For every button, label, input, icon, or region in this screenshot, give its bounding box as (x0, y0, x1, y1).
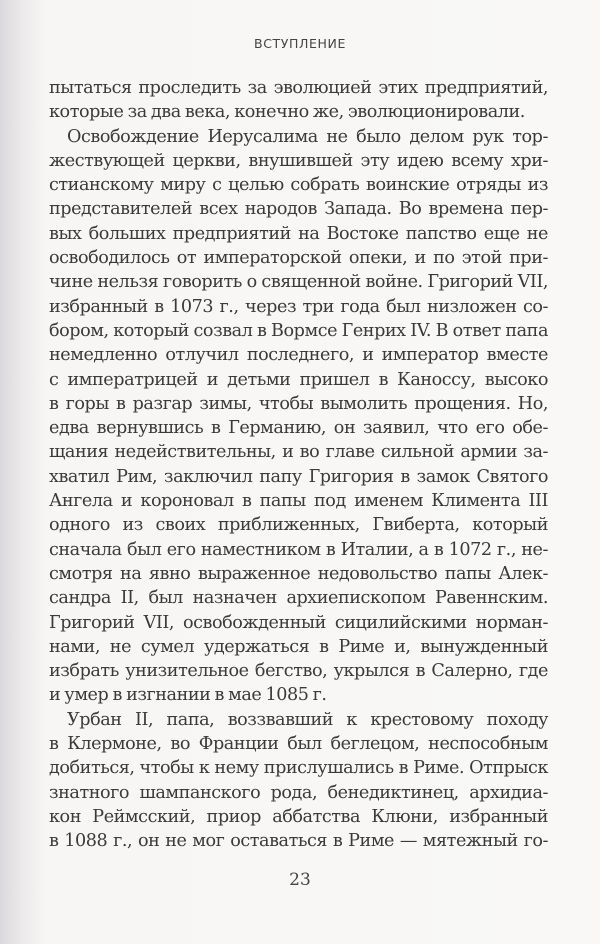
text-line: хватил Рим, заключил папу Григория в замок Святого (49, 466, 548, 487)
text-line: и умер в изгнании в мае 1085 г. (49, 685, 327, 706)
text-line: едва вернувшись в Германию, он заявил, что его обе- (49, 418, 548, 439)
text-line: чине нельзя говорить о священной войне. Григорий VII, (49, 272, 548, 293)
paragraph (49, 708, 548, 854)
text-line: щания недействительны, и во главе сильной армии за- (49, 442, 548, 463)
text-line: стианскому миру с целью собрать воинские отряды из (49, 175, 548, 196)
paragraph (49, 76, 548, 125)
text-line: в Клермоне, во Франции был беглецом, неспособным (49, 734, 548, 755)
text-line: бором, который созвал в Вормсе Генрих IV. В ответ папа (49, 320, 548, 341)
text-line: знатного шампанского рода, бенедиктинец, архидиа- (49, 782, 548, 803)
text-line: Ангела и короновал в папы под именем Климента III (49, 491, 548, 512)
text-line: вых больших предприятий на Востоке папство еще не (49, 223, 548, 244)
text-line: одного из своих приближенных, Гвиберта, который (49, 515, 548, 536)
text-line: Григорий VII, освобожденный сицилийскими норман- (49, 612, 548, 633)
paragraph (49, 125, 548, 708)
text-line: Урбан II, папа, воззвавший к крестовому походу (67, 709, 548, 730)
text-line: смотря на явно выраженное недовольство папы Алек- (49, 563, 548, 584)
text-line: представителей всех народов Запада. Во времена пер- (49, 199, 548, 220)
text-line: кон Реймсский, приор аббатства Клюни, избранный (49, 806, 548, 827)
text-line: сандра II, был назначен архиепископом Равеннским. (49, 588, 548, 609)
text-line: избранный в 1073 г., через три года был низложен со- (49, 296, 548, 317)
text-line: добиться, чтобы к нему прислушались в Риме. Отпрыск (49, 758, 548, 779)
text-line: которые за два века, конечно же, эволюционировали. (49, 102, 525, 123)
text-line: в горы в разгар зимы, чтобы вымолить прощения. Но, (49, 393, 548, 414)
text-line: пытаться проследить за эволюцией этих предприятий, (49, 78, 548, 98)
running-header: ВСТУПЛЕНИЕ (254, 36, 346, 51)
text-line: нами, не сумел удержаться в Риме и, вынужденный (49, 636, 548, 657)
text-line: Освобождение Иерусалима не было делом рук тор- (67, 126, 548, 147)
text-line: немедленно отлучил последнего, и император вместе (49, 345, 548, 366)
text-line: жествующей церкви, внушившей эту идею всему хри- (49, 150, 548, 171)
page-number: 23 (289, 870, 311, 890)
text-line: освободилось от императорской опеки, и по этой при- (49, 248, 548, 269)
text-line: сначала был его наместником в Италии, а в 1072 г., не- (49, 539, 548, 560)
text-line: в 1088 г., он не мог оставаться в Риме — мятежный го- (49, 831, 548, 852)
text-line: избрать унизительное бегство, укрылся в Салерно, где (49, 661, 548, 682)
body-text (49, 76, 548, 854)
text-line: с императрицей и детьми пришел в Каноссу, высоко (49, 369, 548, 390)
